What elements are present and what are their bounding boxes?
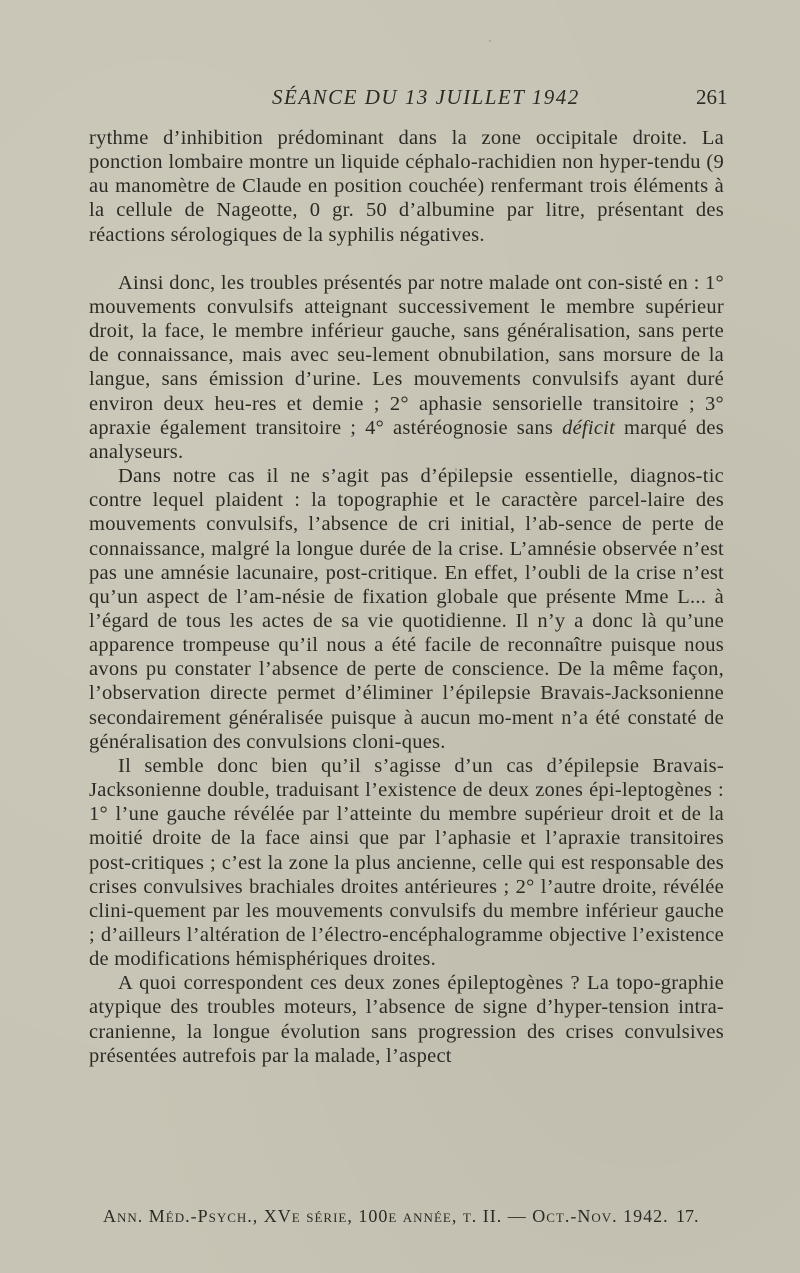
journal-citation: Ann. Méd.-Psych., XVe série, 100e année, t. II. — Oct.-Nov. 1942. <box>103 1206 669 1226</box>
paragraph-4: Il semble donc bien qu’il s’agisse d’un cas d’épilepsie Bravais-Jacksonienne double, traduisant l’existence de deux zones épi-leptogènes : 1° l’une gauche révélée par l’atteinte du membre supérieur droit et de la moitié droite de la face ainsi que par l’aphasie et l’apraxie transitoires post-critiques ; c’est la zone la plus ancienne, celle qui est responsable des crises convulsives brachiales droites antérieures ; 2° l’autre droite, révélée clini-quement par les mouvements convulsifs du membre inférieur gauche ; d’ailleurs l’altération de l’électro-encéphalogramme objective l’existence de modifications hémisphériques droites. <box>89 754 724 971</box>
paragraph-2 <box>89 271 724 464</box>
paragraph-2-text: Ainsi donc, les troubles présentés par notre malade ont con-sisté en : 1° mouvements convulsifs atteignant successivement le membre supérieur droit, la face, le membre inférieur gauche, sans généralisation, sans perte de connaissance, mais avec seu-lement obnubilation, sans morsure de la langue, sans émission d’urine. Les mouvements convulsifs ayant duré environ deux heu-res et demie ; 2° aphasie sensorielle transitoire ; 3° apraxie également transitoire ; 4° astéréognosie sans <box>89 271 724 439</box>
paragraph-5: A quoi correspondent ces deux zones épileptogènes ? La topo-graphie atypique des troubles moteurs, l’absence de signe d’hyper-tension intra-cranienne, la longue évolution sans progression des crises convulsives présentées autrefois par la malade, l’aspect <box>89 972 724 1067</box>
page-header <box>0 85 800 115</box>
paragraph-1: rythme d’inhibition prédominant dans la zone occipitale droite. La ponction lombaire montre un liquide céphalo-rachidien non hyper-tendu (9 au manomètre de Claude en position couchée) renfermant trois éléments à la cellule de Nageotte, 0 gr. 50 d’albumine par litre, présentant des réactions sérologiques de la syphilis négatives. <box>89 127 724 246</box>
emphasis-deficit: déficit <box>562 416 616 439</box>
running-head: SÉANCE DU 13 JUILLET 1942 <box>272 85 580 109</box>
page-number: 261 <box>696 85 728 109</box>
paragraph-3: Dans notre cas il ne s’agit pas d’épilepsie essentielle, diagnos-tic contre lequel plaident : la topographie et le caractère parcel-laire des mouvements convulsifs, l’absence de cri initial, l’ab-sence de perte de connaissance, malgré la longue durée de la crise. L’amnésie observée n’est pas une amnésie lacunaire, post-critique. En effet, l’oubli de la crise n’est qu’un aspect de l’am-nésie de fixation globale que présente Mme L... à l’égard de tous les actes de sa vie quotidienne. Il n’y a donc là qu’une apparence trompeuse qu’il nous a été facile de reconnaître puisque nous avons pu constater l’absence de perte de conscience. De la même façon, l’observation directe permet d’éliminer l’épilepsie Bravais-Jacksonienne secondairement généralisée puisque à aucun mo-ment n’a été constaté de généralisation des convulsions cloni-ques. <box>89 465 724 753</box>
paper-speck <box>489 40 491 42</box>
paper-speck <box>120 482 122 484</box>
paragraph-2-text-end: marqué des analyseurs. <box>89 416 725 463</box>
page-footer <box>0 1206 800 1232</box>
signature-mark: 17. <box>676 1206 699 1226</box>
body-text <box>89 126 724 1068</box>
paper-speck <box>455 468 457 471</box>
